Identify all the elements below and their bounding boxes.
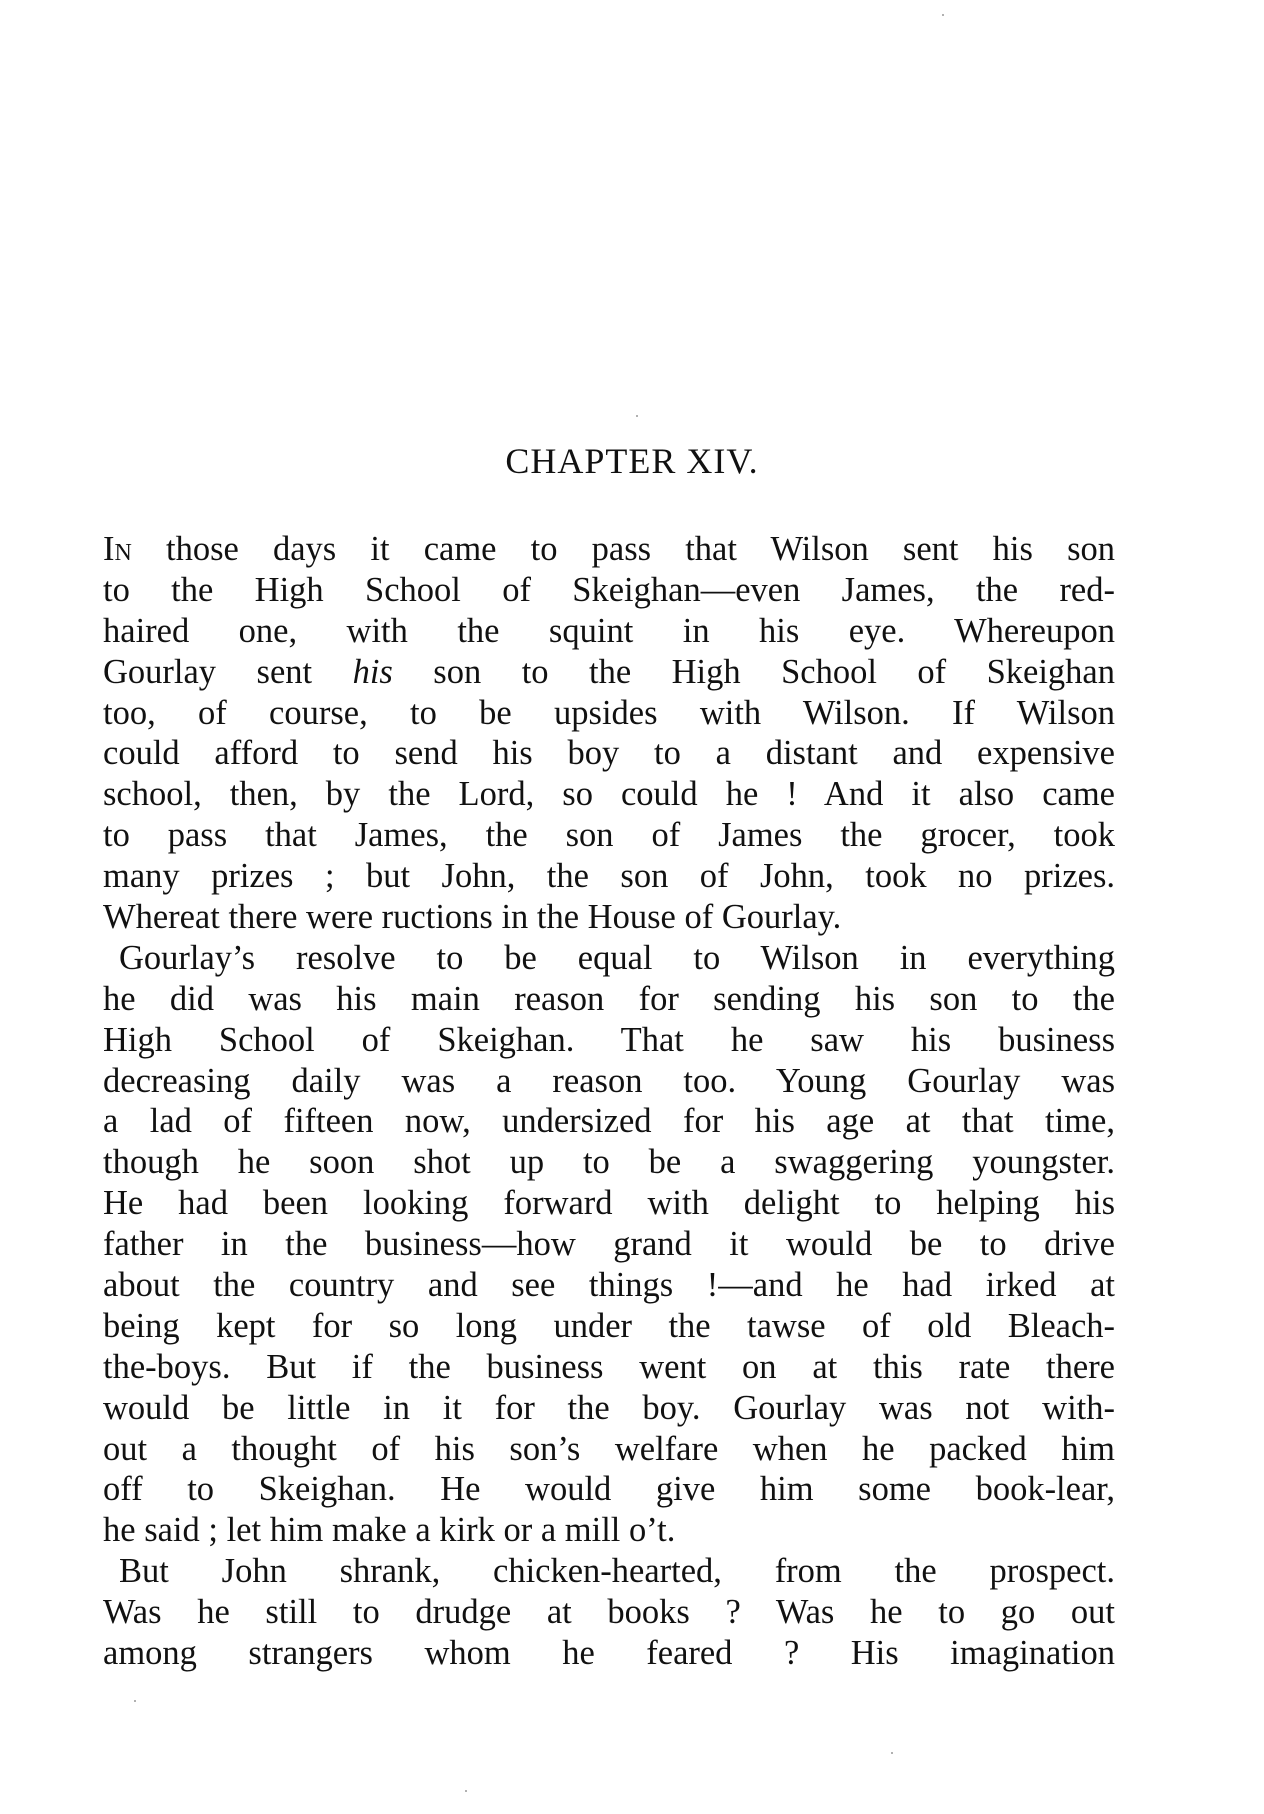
text-line [103, 774, 1115, 815]
scan-speck [636, 415, 638, 417]
scan-speck [891, 1752, 893, 1754]
text-segment: father in the business—how grand it would be to drive [103, 1225, 1115, 1264]
chapter-title: CHAPTER XIV. [505, 441, 759, 481]
text-segment: Gourlay’s resolve to be equal to Wilson in everything [119, 938, 1115, 977]
text-line [103, 897, 1115, 938]
text-line [103, 815, 1115, 856]
text-segment: son to the High School of Skeighan [392, 652, 1115, 691]
text-segment: to the High School of Skeighan—even James, the red- [103, 570, 1115, 609]
text-segment: would be little in it for the boy. Gourlay was not with- [103, 1388, 1115, 1427]
text-segment: too, of course, to be upsides with Wilson. If Wilson [103, 693, 1115, 732]
italic-text: his [352, 652, 393, 691]
text-segment: Gourlay sent [103, 652, 353, 691]
text-segment: He had been looking forward with delight to helping his [103, 1184, 1115, 1223]
text-line [103, 1429, 1115, 1470]
text-line [103, 1510, 1115, 1551]
text-segment: those days it came to pass that Wilson sent his son [131, 530, 1115, 568]
text-line [103, 1020, 1115, 1061]
text-segment: among strangers whom he feared ? His imagination [103, 1634, 1115, 1673]
text-segment: off to Skeighan. He would give him some book-lear, [103, 1470, 1115, 1509]
text-line [103, 856, 1115, 897]
text-segment: about the country and see things !—and he had irked at [103, 1266, 1115, 1305]
text-segment: decreasing daily was a reason too. Young Gourlay was [103, 1061, 1115, 1100]
text-line [103, 1265, 1115, 1306]
text-line [103, 1183, 1115, 1224]
text-segment: High School of Skeighan. That he saw his business [103, 1020, 1115, 1059]
text-segment: a lad of fifteen now, undersized for his age at that time, [103, 1102, 1115, 1141]
text-line [103, 1592, 1115, 1633]
text-line [103, 570, 1115, 611]
text-segment: many prizes ; but John, the son of John, took no prizes. [103, 857, 1115, 896]
text-segment: could afford to send his boy to a distant and expensive [103, 734, 1115, 773]
text-line [103, 1347, 1115, 1388]
text-segment: he said ; let him make a kirk or a mill o’t. [103, 1511, 676, 1550]
text-line [103, 1101, 1115, 1142]
text-line [103, 529, 1115, 570]
text-line [103, 1633, 1115, 1674]
text-line [103, 1224, 1115, 1265]
text-line [103, 1061, 1115, 1102]
body-text [103, 529, 1115, 1674]
text-line [103, 652, 1115, 693]
text-line [103, 733, 1115, 774]
text-segment: being kept for so long under the tawse of old Bleach- [103, 1306, 1115, 1345]
scan-speck [134, 1700, 136, 1702]
text-segment: Whereat there were ructions in the House of Gourlay. [103, 898, 842, 937]
text-line [103, 693, 1115, 734]
text-segment: the-boys. But if the business went on at this rate there [103, 1347, 1115, 1386]
text-line [103, 1306, 1115, 1347]
text-line [103, 611, 1115, 652]
text-segment: school, then, by the Lord, so could he ! And it also came [103, 775, 1115, 814]
text-segment: Was he still to drudge at books ? Was he to go out [103, 1593, 1115, 1632]
text-segment: haired one, with the squint in his eye. Whereupon [103, 611, 1115, 650]
scan-speck [465, 1790, 467, 1792]
text-segment: to pass that James, the son of James the grocer, took [103, 816, 1115, 855]
text-line [103, 1551, 1115, 1592]
text-line [103, 1469, 1115, 1510]
small-caps-text: In [103, 530, 132, 568]
text-segment: he did was his main reason for sending his son to the [103, 979, 1115, 1018]
text-line [103, 1388, 1115, 1429]
text-segment: But John shrank, chicken-hearted, from the prospect. [119, 1552, 1115, 1591]
text-segment: though he soon shot up to be a swaggering youngster. [103, 1143, 1115, 1182]
text-line [103, 938, 1115, 979]
text-line [103, 1142, 1115, 1183]
text-line [103, 979, 1115, 1020]
text-segment: out a thought of his son’s welfare when he packed him [103, 1429, 1115, 1468]
scan-speck [942, 14, 944, 16]
